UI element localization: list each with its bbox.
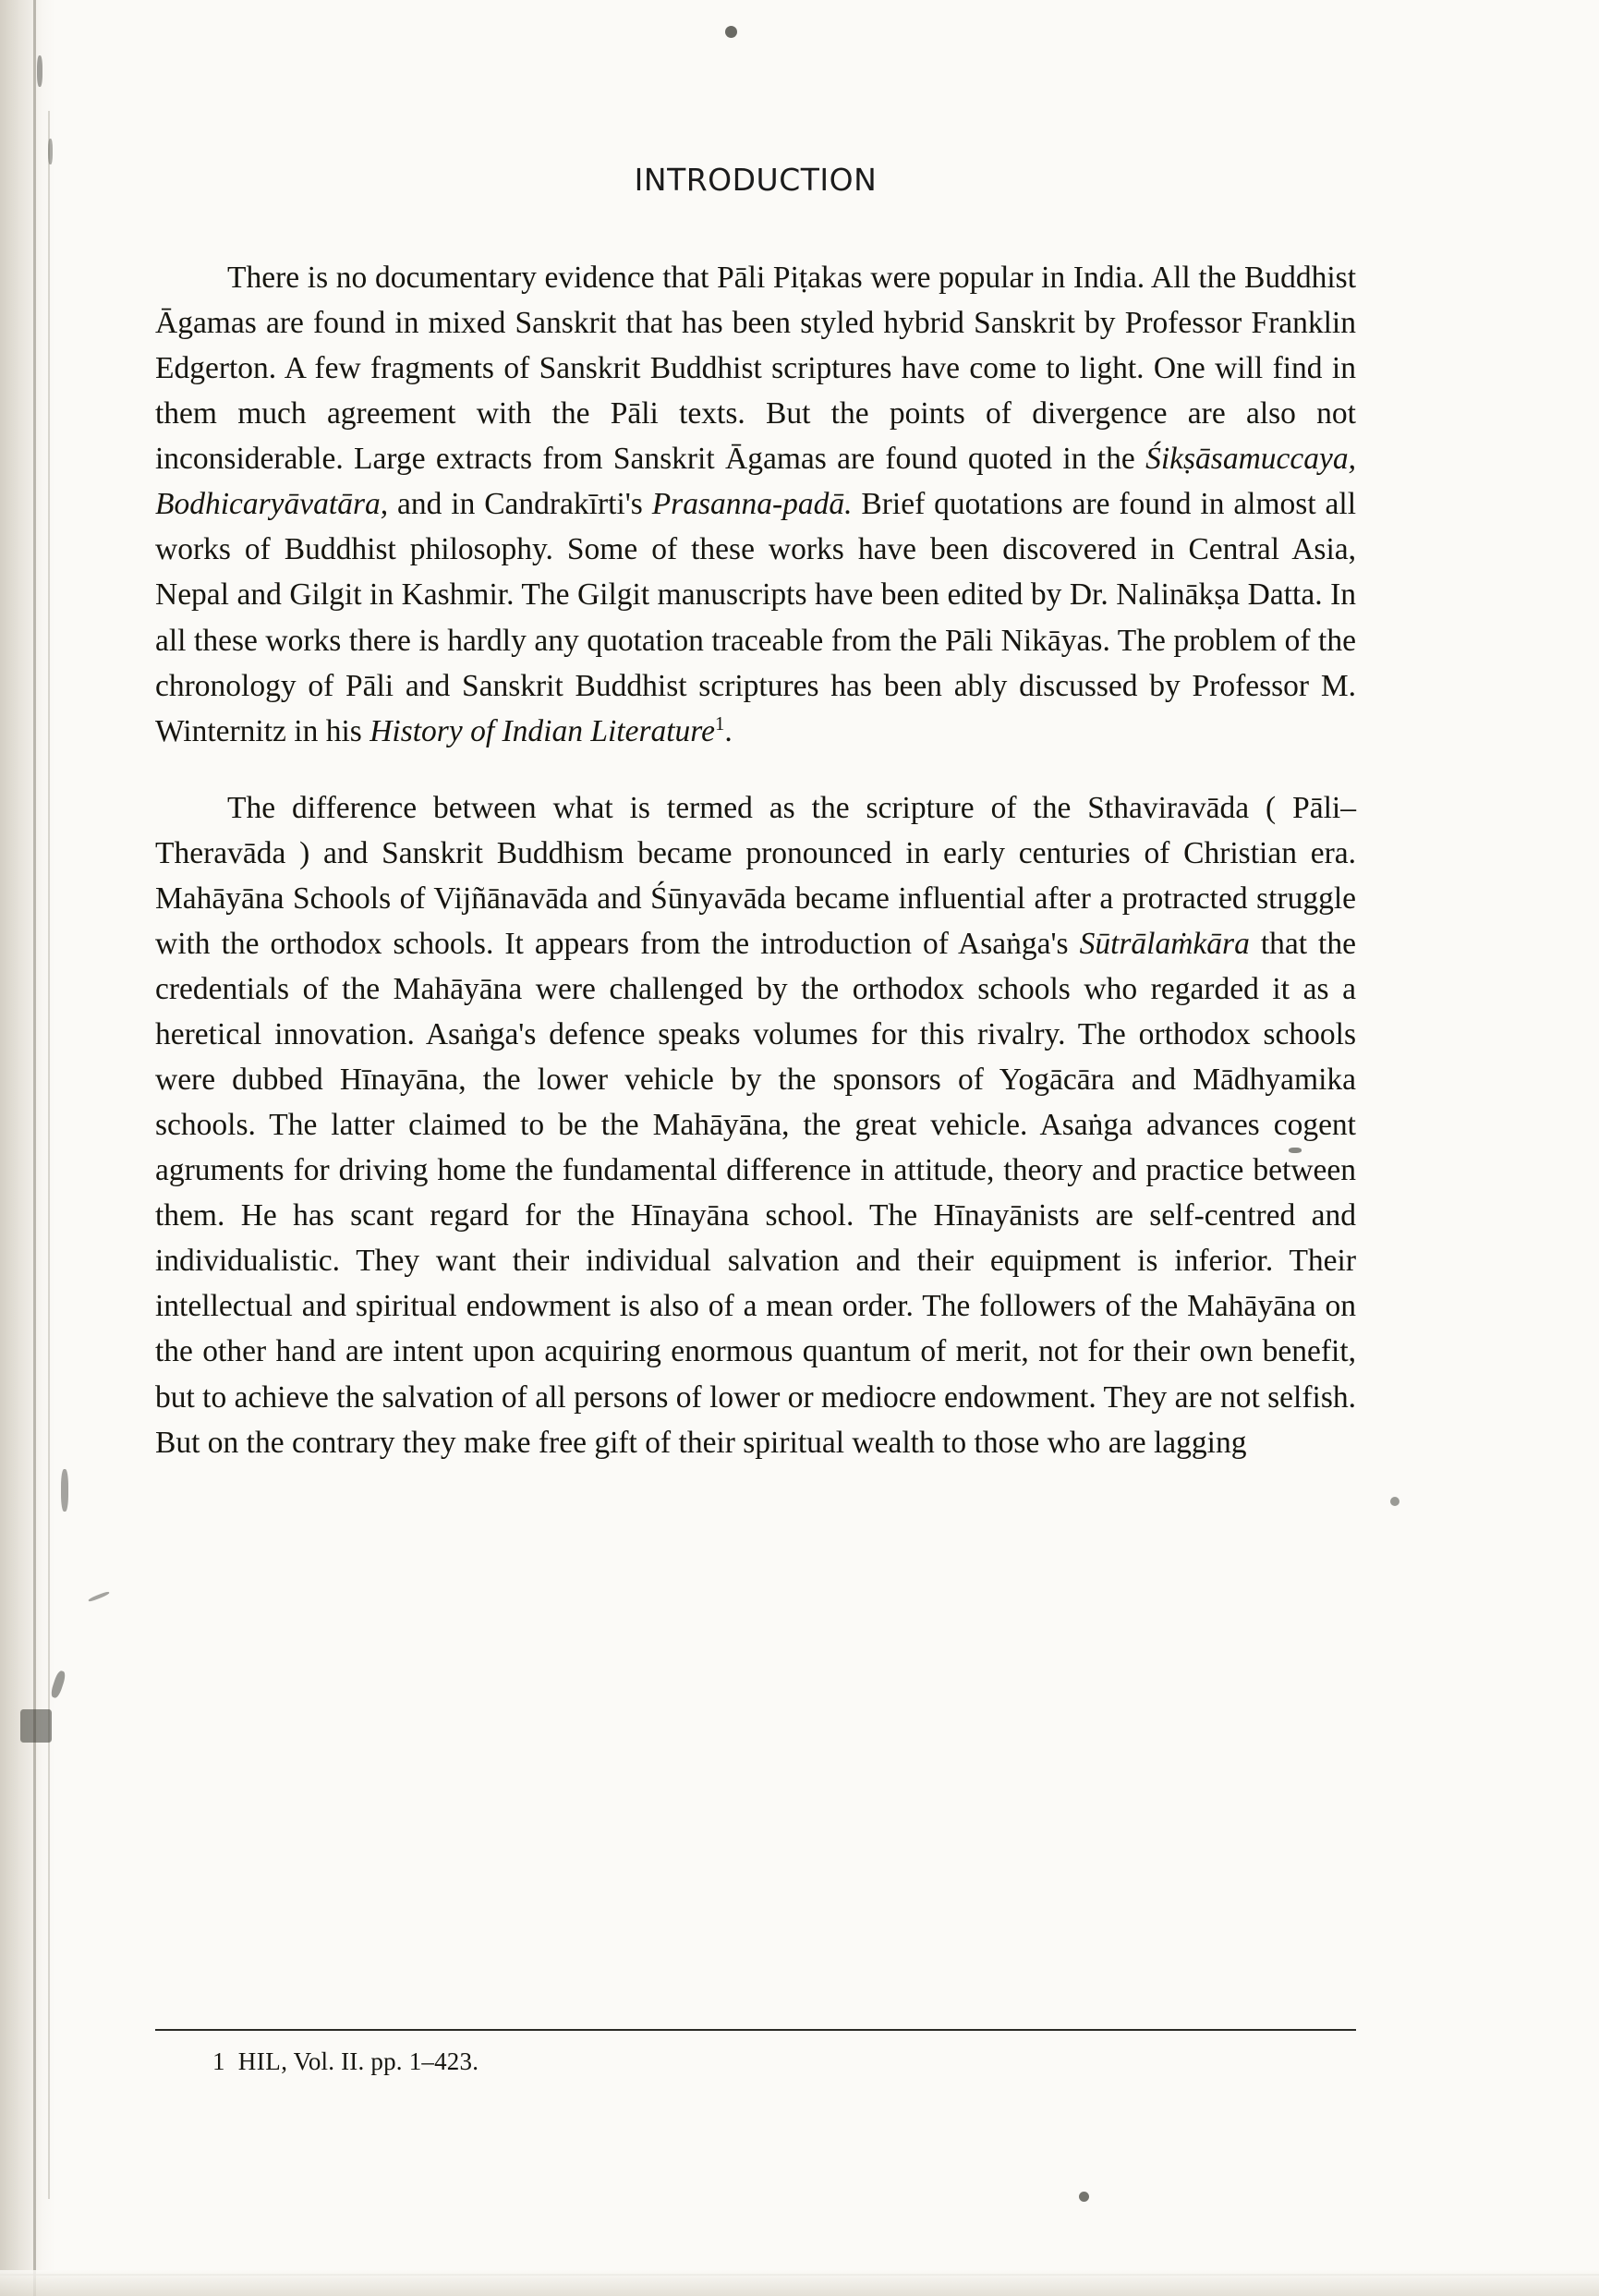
page-edge-line: [33, 0, 36, 2296]
margin-mark-c: [20, 1709, 52, 1743]
body-text: [155, 255, 1356, 1465]
paragraph-1: There is no documentary evidence that Pāli Piṭakas were popular in India. All the Buddhist Āgamas are found in mixed Sanskrit that has been styled hybrid Sanskrit by Professor Franklin Edgerton. A few fragments of Sanskrit Buddhist scriptures have come to light. One will find in them much agreement with the Pāli texts. But the points of divergence are also not inconsiderable. Large extracts from Sanskrit Āgamas are found quoted in the Śikṣāsamuccaya, Bodhicaryāvatāra, and in Candrakīrti's Prasanna-padā. Brief quotations are found in almost all works of Buddhist philosophy. Some of these works have been discovered in Central Asia, Nepal and Gilgit in Kashmir. The Gilgit manuscripts have been edited by Dr. Nalinākṣa Datta. In all these works there is hardly any quotation traceable from the Pāli Nikāyas. The problem of the chronology of Pāli and Sanskrit Buddhist scriptures has been ably discussed by Professor M. Winternitz in his History of Indian Literature$^1$.: [155, 261, 1356, 748]
footnote: [212, 2047, 478, 2076]
margin-mark-h: [48, 139, 53, 164]
page-title: INTRODUCTION: [634, 162, 878, 198]
margin-mark-d: [88, 1591, 110, 1603]
page-content: [155, 0, 1356, 2296]
footnote-reference: , Vol. II. pp. 1–423.: [281, 2047, 479, 2075]
footnote-number: 1: [212, 2047, 225, 2075]
margin-mark-f: [1390, 1497, 1399, 1506]
footnote-separator: [155, 2029, 1356, 2031]
footnote-abbrev: HIL: [237, 2047, 282, 2075]
margin-mark-a: [61, 1469, 68, 1512]
page-binding-shadow: [0, 0, 55, 2296]
margin-mark-g: [37, 55, 42, 87]
paragraph-2: The difference between what is termed as the scripture of the Sthaviravāda ( Pāli–Theravāda ) and Sanskrit Buddhism became pronounced in early centuries of Christian era. Mahāyāna Schools of Vijñānavāda and Śūnyavāda became influential after a protracted struggle with the orthodox schools. It appears from the introduction of Asaṅga's Sūtrālaṁkāra that the credentials of the Mahāyāna were challenged by the orthodox schools who regarded it as a heretical innovation. Asaṅga's defence speaks volumes for this rivalry. The orthodox schools were dubbed Hīnayāna, the lower vehicle by the sponsors of Yogācāra and Mādhyamika schools. The latter claimed to be the Mahāyāna, the great vehicle. Asaṅga advances cogent agruments for driving home the fundamental difference in attitude, theory and practice between them. He has scant regard for the Hīnayāna school. The Hīnayānists are self-centred and individualistic. They want their individual salvation and their equipment is inferior. Their intellectual and spiritual endowment is also of a mean order. The followers of the Mahāyāna on the other hand are intent upon acquiring enormous quantum of merit, not for their own benefit, but to achieve the salvation of all persons of lower or mediocre endowment. They are not selfish. But on the contrary they make free gift of their spiritual wealth to those who are lagging: [155, 790, 1356, 1460]
page-edge-line-secondary: [48, 111, 50, 2199]
